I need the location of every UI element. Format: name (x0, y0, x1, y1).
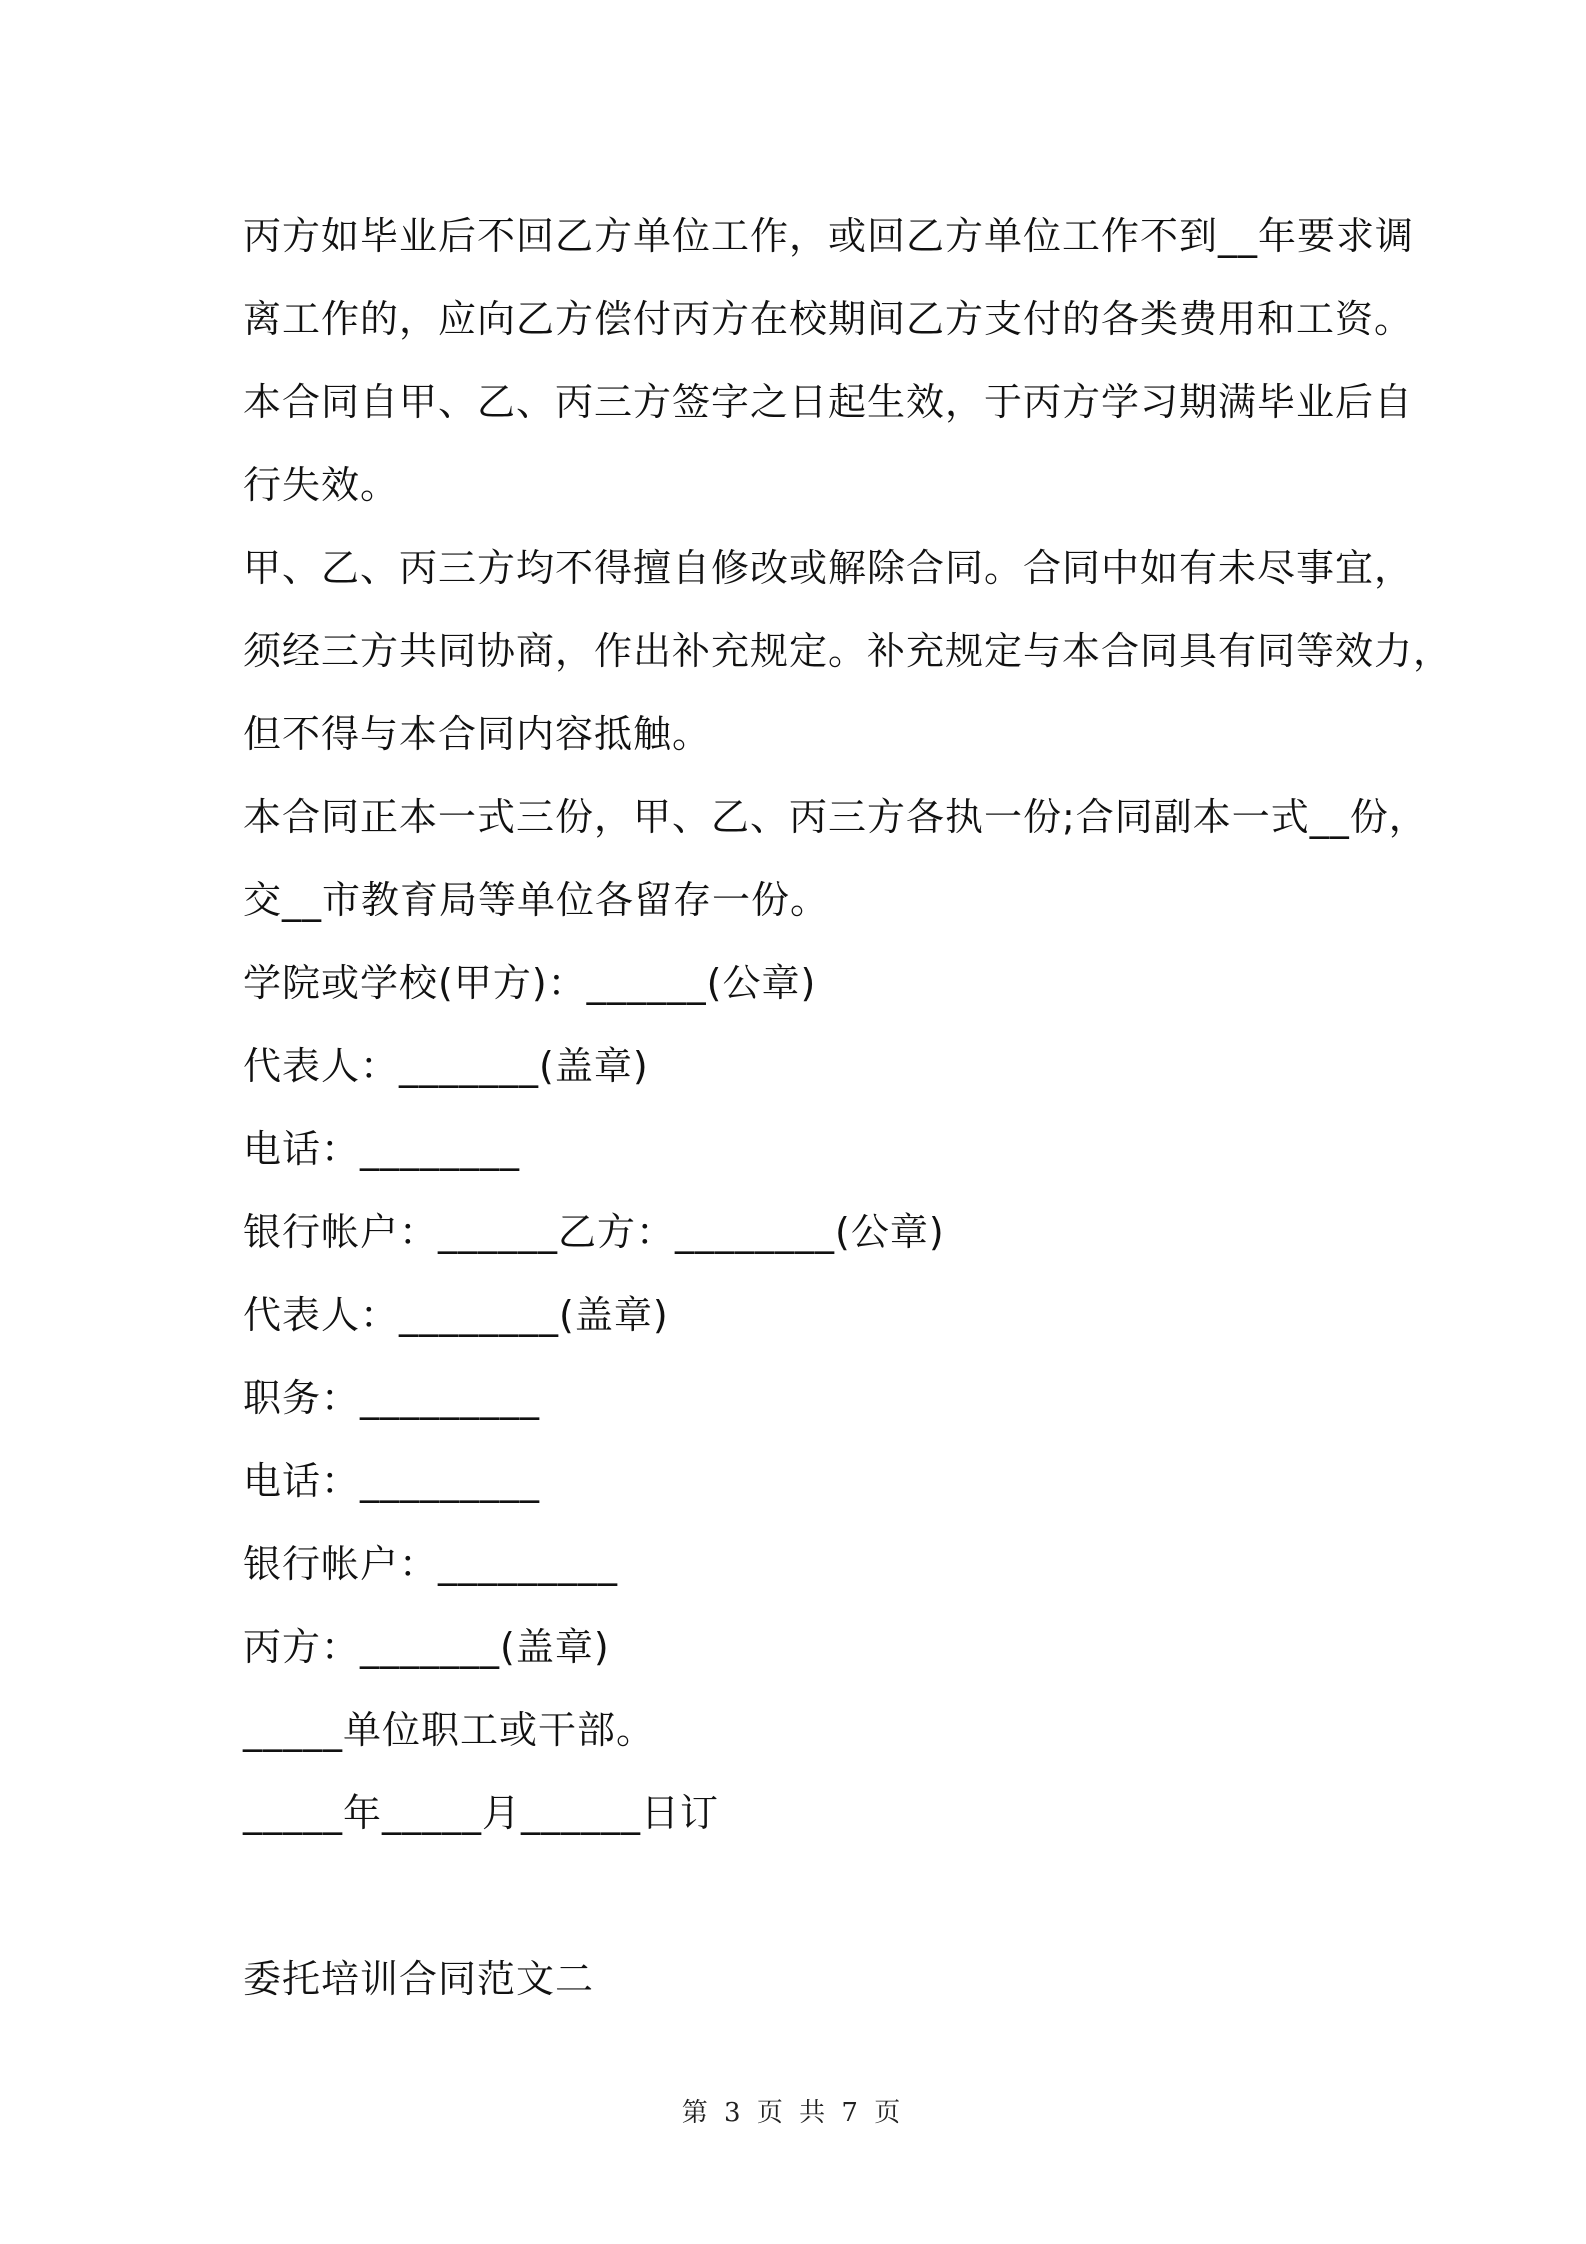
text-line: 本合同正本一式三份，甲、乙、丙三方各执一份;合同副本一式__份， (243, 795, 1428, 839)
text-line: 甲、乙、丙三方均不得擅自修改或解除合同。合同中如有未尽事宜， (243, 546, 1414, 590)
signature-field-bank-account: 银行帐户：______乙方：________(公章) (243, 1210, 945, 1254)
text-line: 但不得与本合同内容抵触。 (243, 712, 712, 756)
signature-field-unit: _____单位职工或干部。 (243, 1708, 656, 1752)
text-line: 行失效。 (243, 463, 400, 507)
signature-field-party-c: 丙方：_______(盖章) (243, 1625, 610, 1669)
signature-field-position: 职务：_________ (243, 1376, 541, 1420)
section-title: 委托培训合同范文二 (243, 1957, 595, 2001)
document-body (243, 195, 1453, 2021)
text-line: 丙方如毕业后不回乙方单位工作，或回乙方单位工作不到__年要求调 (243, 214, 1415, 258)
signature-field-date: _____年_____月______日订 (243, 1791, 720, 1835)
signature-field-phone: 电话：_________ (243, 1459, 541, 1503)
signature-field-school: 学院或学校(甲方)：______(公章) (243, 961, 817, 1005)
signature-field-phone: 电话：________ (243, 1127, 521, 1171)
signature-field-representative: 代表人：_______(盖章) (243, 1044, 649, 1088)
text-line: 交__市教育局等单位各留存一份。 (243, 878, 830, 922)
page-number-footer: 第 3 页 共 7 页 (681, 2098, 905, 2128)
signature-field-bank-account: 银行帐户：_________ (243, 1542, 619, 1586)
text-line: 本合同自甲、乙、丙三方签字之日起生效，于丙方学习期满毕业后自 (243, 380, 1414, 424)
text-line: 须经三方共同协商，作出补充规定。补充规定与本合同具有同等效力， (243, 629, 1453, 673)
text-line: 离工作的，应向乙方偿付丙方在校期间乙方支付的各类费用和工资。 (243, 297, 1414, 341)
signature-field-representative: 代表人：________(盖章) (243, 1293, 669, 1337)
blank-spacer (243, 1855, 1373, 1938)
